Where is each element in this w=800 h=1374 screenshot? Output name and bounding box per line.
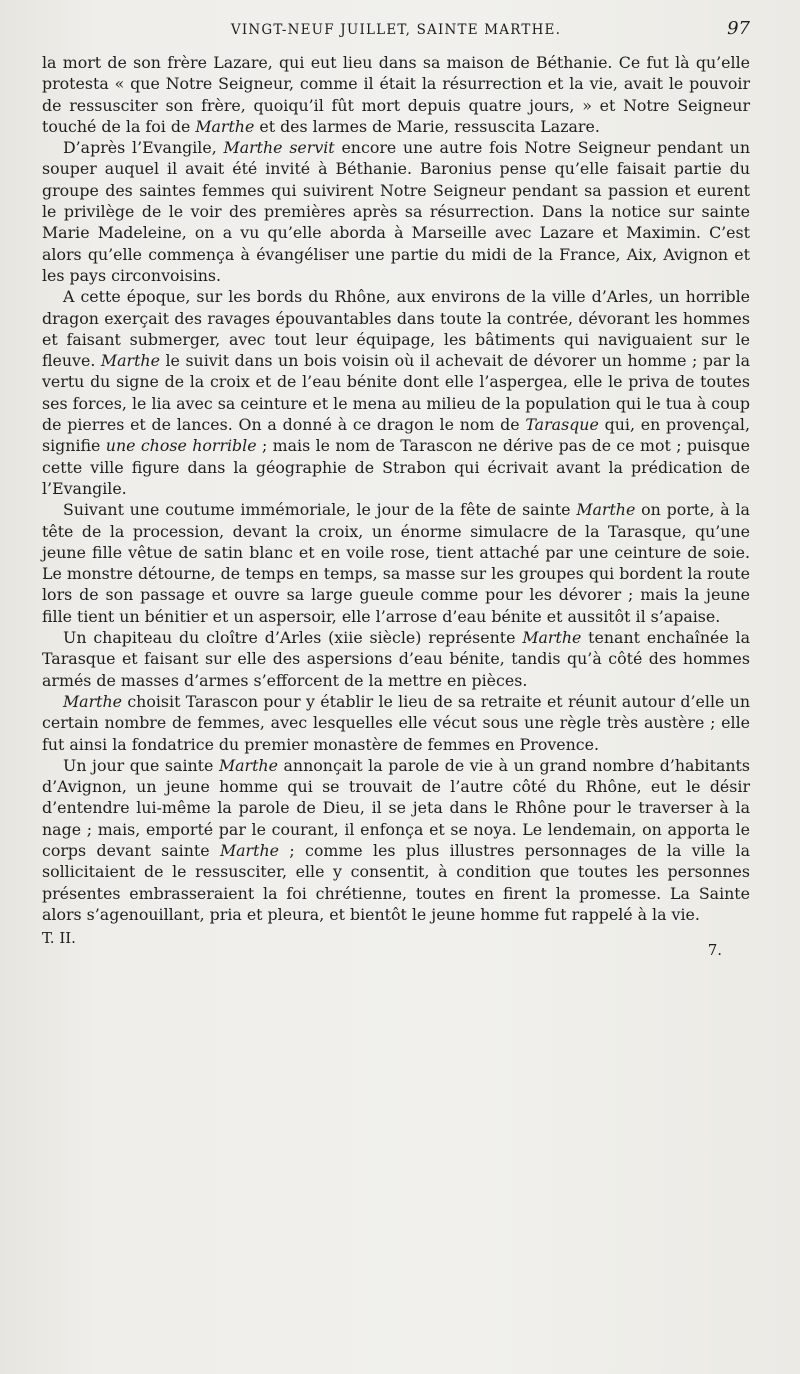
body-text [42, 52, 750, 925]
volume-signature: T. II. [42, 929, 76, 948]
paragraph-6: Marthe choisit Tarascon pour y établir le lieu de sa retraite et réunit autour d’elle un certain nombre de femmes, avec lesquelles elle vécut sous une règle très austère ; elle fut ainsi la fondatrice du premier monastère de femmes en Provence. [42, 691, 750, 754]
paragraph-5: Un chapiteau du cloître d’Arles (xiie siècle) représente Marthe tenant enchaînée la Tarasque et faisant sur elle des aspersions d’eau bénite, tandis qu’à côté des hommes armés de masses d’armes s’efforcent de la mettre en pièces. [42, 628, 751, 690]
paragraph-3: A cette époque, sur les bords du Rhône, aux environs de la ville d’Arles, un horrible dragon exerçait des ravages épouvantables dans toute la contrée, dévorant les hommes et faisant submerger, avec tout leur équipage, les bâtiments qui naviguaient sur le fleuve. Marthe le suivit dans un bois voisin où il achevait de dévorer un homme ; par la vertu du signe de la croix et de l’eau bénite dont elle l’aspergea, elle le priva de toutes ses forces, le lia avec sa ceinture et le mena au milieu de la population qui le tua à coup de pierres et de lances. On a donné à ce dragon le nom de Tarasque qui, en provençal, signifie une chose horrible ; mais le nom de Tarascon ne dérive pas de ce mot ; puisque cette ville figure dans la géographie de Strabon qui écrivait avant la prédication de l’Evangile. [42, 287, 751, 498]
page-footer [42, 925, 750, 965]
paragraph-1: la mort de son frère Lazare, qui eut lieu dans sa maison de Béthanie. Ce fut là qu’elle protesta « que Notre Seigneur, comme il était la résurrection et la vie, avait le pouvoir de ressusciter son frère, quoiqu’il fût mort depuis quatre jours, » et Notre Seigneur touché de la foi de Marthe et des larmes de Marie, ressuscita Lazare. [42, 53, 750, 136]
signature-number: 7. [707, 941, 722, 960]
paragraph-2: D’après l’Evangile, Marthe servit encore une autre fois Notre Seigneur pendant un souper auquel il avait été invité à Béthanie. Baronius pense qu’elle faisait partie du groupe des saintes femmes qui suivirent Notre Seigneur pendant sa passion et eurent le privilège de le voir des premières après sa résurrection. Dans la notice sur sainte Marie Madeleine, on a vu qu’elle aborda à Marseille avec Lazare et Maximin. C’est alors qu’elle commença à évangéliser une partie du midi de la France, Aix, Avignon et les pays circonvoisins. [42, 138, 750, 285]
page-number: 97 [727, 18, 750, 39]
paragraph-7: Un jour que sainte Marthe annonçait la parole de vie à un grand nombre d’habitants d’Avignon, un jeune homme qui se trouvait de l’autre côté du Rhône, eut le désir d’entendre lui-même la parole de Dieu, il se jeta dans le Rhône pour le traverser à la nage ; mais, emporté par le courant, il enfonça et se noya. Le lendemain, on apporta le corps devant sainte Marthe ; comme les plus illustres personnages de la ville la sollicitaient de le ressusciter, elle y consentit, à condition que toutes les personnes présentes embrasseraient la foi chrétienne, toutes en firent la promesse. La Sainte alors s’agenouillant, pria et pleura, et bientôt le jeune homme fut rappelé à la vie. [42, 755, 750, 924]
page-header [42, 0, 750, 52]
paragraph-4: Suivant une coutume immémoriale, le jour de la fête de sainte Marthe on porte, à la tête de la procession, devant la croix, un énorme simulacre de la Tarasque, qu’une jeune fille vêtue de satin blanc et en voile rose, tient attaché par une ceinture de soie. Le monstre détourne, de temps en temps, sa masse sur les groupes qui bordent la route lors de son passage et ouvre sa large gueule comme pour les dévorer ; mais la jeune fille tient un bénitier et un aspersoir, elle l’arrose d’eau bénite et aussitôt il s’apaise. [42, 500, 750, 626]
running-head: VINGT-NEUF JUILLET, SAINTE MARTHE. [230, 22, 562, 38]
